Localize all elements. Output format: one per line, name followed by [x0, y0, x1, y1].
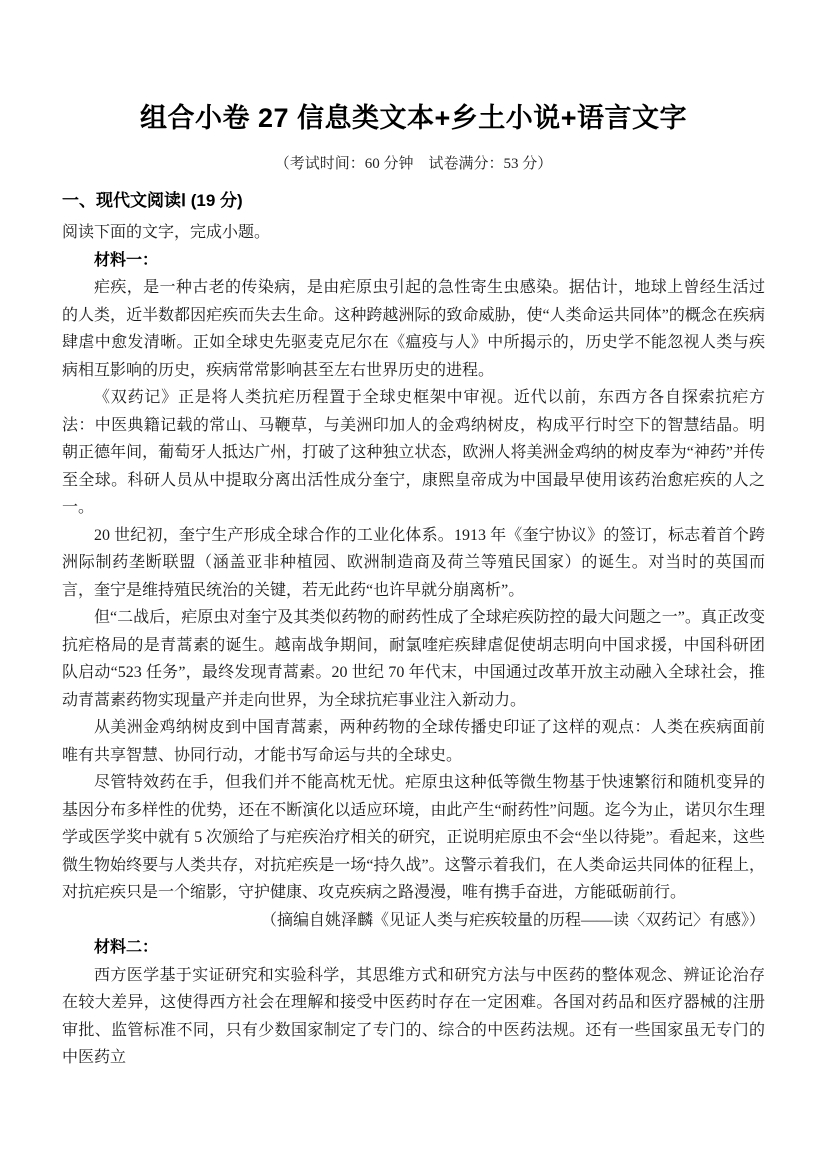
material1-paragraph-1: 疟疾，是一种古老的传染病，是由疟原虫引起的急性寄生虫感染。据估计，地球上曾经生活过的人类，近半数都因疟疾而失去生命。这种跨越洲际的致命威胁，使“人类命运共同体”的概念在疾病肆虐中愈发清晰。正如全球史先驱麦克尼尔在《瘟疫与人》中所揭示的，历史学不能忽视人类与疾病相互影响的历史，疾病常常影响甚至左右世界历史的进程。 — [62, 279, 765, 379]
material1-paragraph-5: 从美洲金鸡纳树皮到中国青蒿素，两种药物的全球传播史印证了这样的观点：人类在疾病面前唯有共享智慧、协同行动，才能书写命运与共的全球史。 — [62, 719, 765, 764]
material2-label: 材料二： — [94, 939, 159, 956]
material1-label: 材料一： — [94, 251, 159, 269]
exam-info-line: （考试时间：60 分钟 试卷满分：53 分） — [274, 156, 553, 172]
material1-paragraph-4: 但“二战后，疟原虫对奎宁及其类似药物的耐药性成了全球疟疾防控的最大问题之一”。真正改变抗疟格局的是青蒿素的诞生。越南战争期间，耐氯喹疟疾肆虐促使胡志明向中国求援，中国科研团队启动“523 任务”，最终发现青蒿素。20 世纪 70 年代末，中国通过改革开放主动融入全球社会，推动青蒿素药物实现量产并走向世界，为全球抗疟事业注入新动力。 — [62, 609, 765, 709]
material1-source-citation: （摘编自姚泽麟《见证人类与疟疾较量的历程——读〈双药记〉有感》） — [260, 911, 765, 929]
material1-paragraph-6: 尽管特效药在手，但我们并不能高枕无忧。疟原虫这种低等微生物基于快速繁衍和随机变异的基因分布多样性的优势，还在不断演化以适应环境，由此产生“耐药性”问题。迄今为止，诺贝尔生理学或医学奖中就有 5 次颁给了与疟疾治疗相关的研究，正说明疟原虫不会“坐以待毙”。看起来，这些微生物始终要与人类共存，对抗疟疾是一场“持久战”。这警示着我们，在人类命运共同体的征程上，对抗疟疾只是一个缩影，守护健康、攻克疾病之路漫漫，唯有携手奋进，方能砥砺前行。 — [62, 774, 765, 901]
page-title: 组合小卷 27 信息类文本+乡土小说+语言文字 — [139, 103, 688, 133]
material1-paragraph-2: 《双药记》正是将人类抗疟历程置于全球史框架中审视。近代以前，东西方各自探索抗疟方法：中医典籍记载的常山、马鞭草，与美洲印加人的金鸡纳树皮，构成平行时空下的智慧结晶。明朝正德年间，葡萄牙人抵达广州，打破了这种独立状态，欧洲人将美洲金鸡纳的树皮奉为“神药”并传至全球。科研人员从中提取分离出活性成分奎宁，康熙皇帝成为中国最早使用该药治愈疟疾的人之一。 — [62, 389, 765, 516]
material1-paragraph-3: 20 世纪初，奎宁生产形成全球合作的工业化体系。1913 年《奎宁协议》的签订，标志着首个跨洲际制药垄断联盟（涵盖亚非种植园、欧洲制造商及荷兰等殖民国家）的诞生。对当时的英国而言，奎宁是维持殖民统治的关键，若无此药“也许早就分崩离析”。 — [62, 526, 765, 599]
material2-paragraph-1: 西方医学基于实证研究和实验科学，其思维方式和研究方法与中医药的整体观念、辨证论治存在较大差异，这使得西方社会在理解和接受中医药时存在一定困难。各国对药品和医疗器械的注册审批、监管标准不同，只有少数国家制定了专门的、综合的中医药法规。还有一些国家虽无专门的中医药立 — [62, 966, 765, 1066]
reading-instruction: 阅读下面的文字，完成小题。 — [62, 224, 271, 241]
section-heading-modern-reading: 一、现代文阅读Ⅰ (19 分) — [62, 191, 243, 210]
